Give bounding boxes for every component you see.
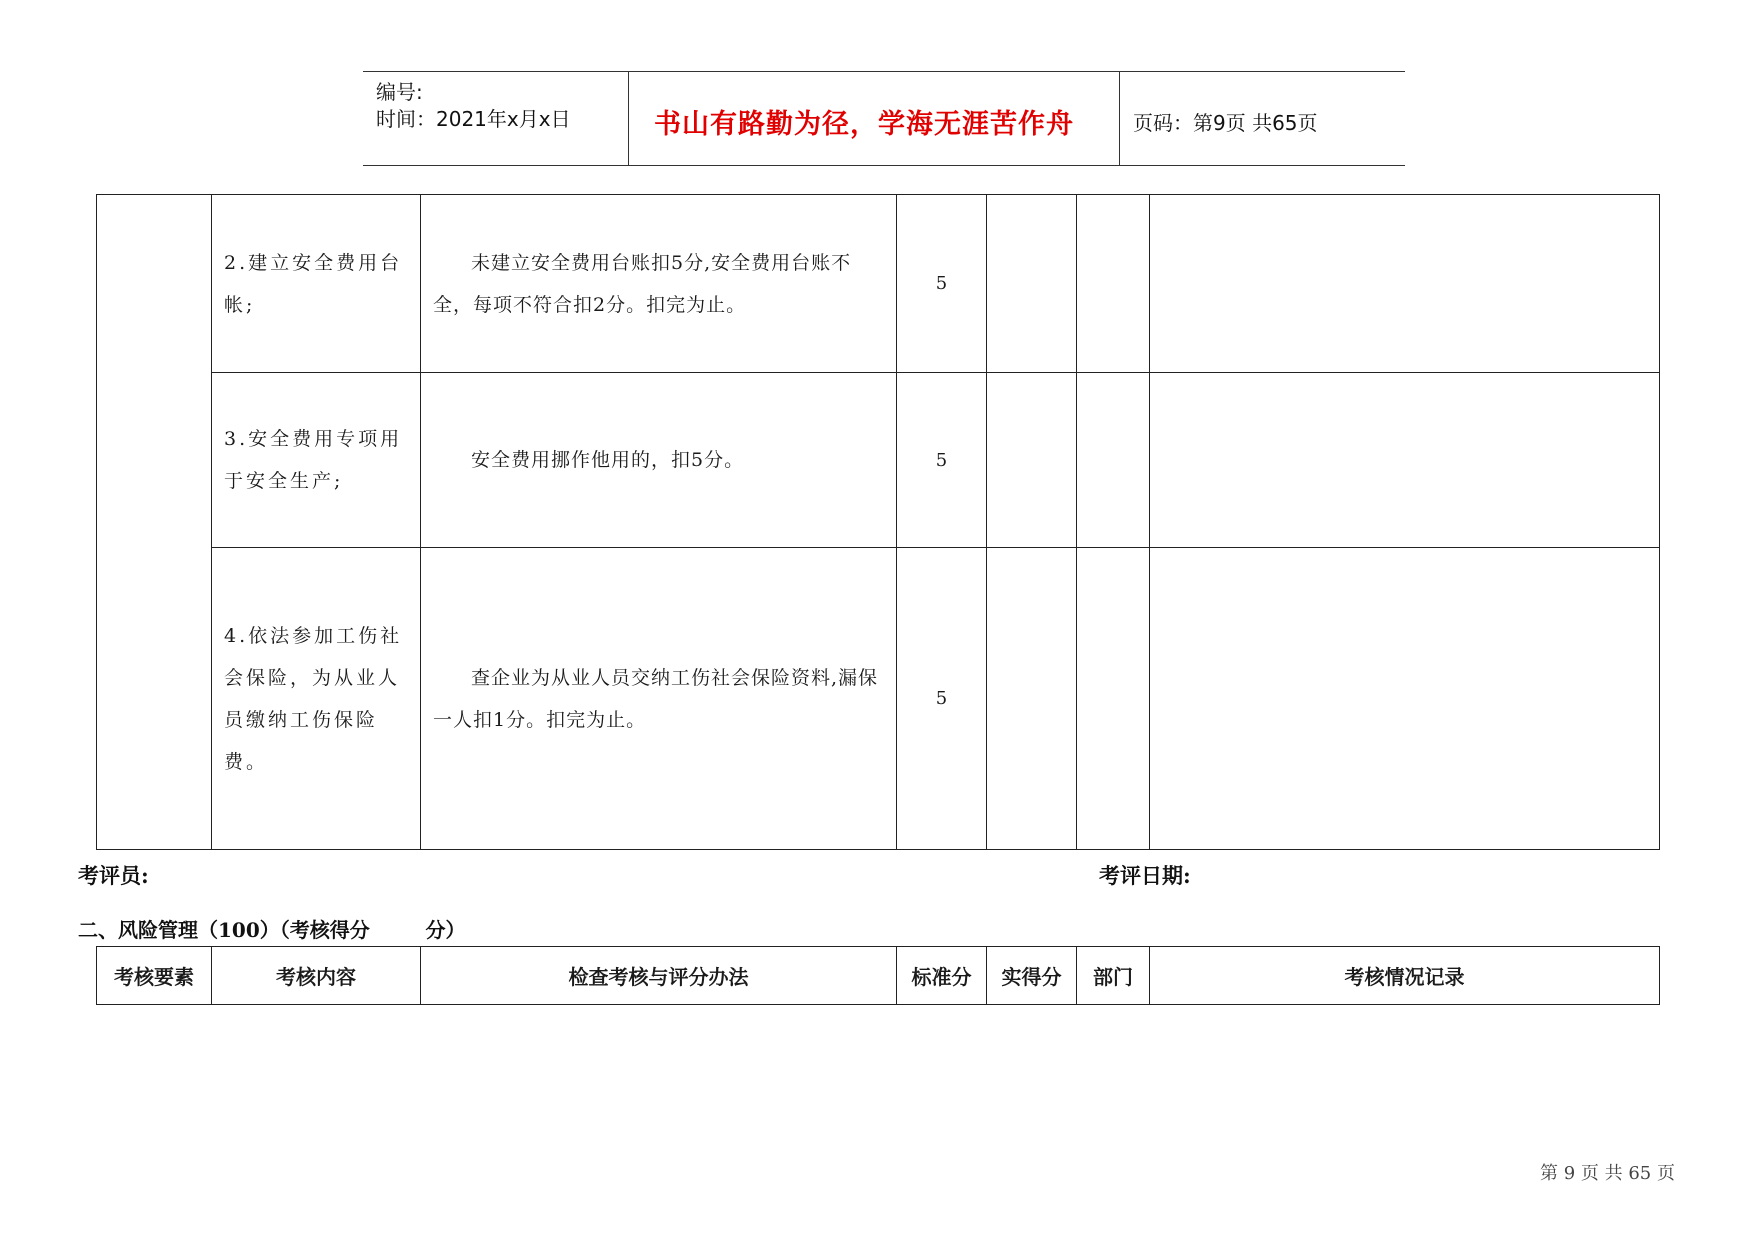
department-cell bbox=[1077, 195, 1150, 373]
table-header-row bbox=[97, 947, 1660, 1005]
header-divider-left bbox=[628, 71, 629, 166]
department-cell bbox=[1077, 548, 1150, 850]
actual-score-cell bbox=[987, 373, 1077, 548]
column-header: 部门 bbox=[1077, 947, 1150, 1005]
assessment-content-cell: 2.建立安全费用台帐; bbox=[212, 195, 421, 373]
header-bottom-rule bbox=[363, 165, 1405, 166]
column-header: 考核内容 bbox=[212, 947, 421, 1005]
assessment-record-cell bbox=[1150, 548, 1660, 850]
actual-score-cell bbox=[987, 548, 1077, 850]
column-header: 考核要素 bbox=[97, 947, 212, 1005]
assessment-content-cell: 3.安全费用专项用于安全生产; bbox=[212, 373, 421, 548]
risk-management-table bbox=[96, 946, 1660, 1005]
column-header: 实得分 bbox=[987, 947, 1077, 1005]
standard-score-cell: 5 bbox=[897, 373, 987, 548]
review-date-label: 考评日期: bbox=[1099, 863, 1191, 888]
standard-score-cell: 5 bbox=[897, 195, 987, 373]
scoring-method-cell: 未建立安全费用台账扣5分,安全费用台账不全，每项不符合扣2分。扣完为止。 bbox=[421, 195, 897, 373]
scoring-method-cell: 查企业为从业人员交纳工伤社会保险资料,漏保一人扣1分。扣完为止。 bbox=[421, 548, 897, 850]
section-title: 二、风险管理（100）（考核得分 分） bbox=[78, 918, 466, 942]
column-header: 检查考核与评分办法 bbox=[421, 947, 897, 1005]
assessment-table-continued bbox=[96, 194, 1660, 850]
assessment-record-cell bbox=[1150, 195, 1660, 373]
header-top-rule bbox=[363, 71, 1405, 72]
header-page-label: 页码：第9页 共65页 bbox=[1133, 111, 1318, 135]
header-motto: 书山有路勤为径，学海无涯苦作舟 bbox=[654, 109, 1074, 140]
assessment-record-cell bbox=[1150, 373, 1660, 548]
standard-score-cell: 5 bbox=[897, 548, 987, 850]
column-header: 标准分 bbox=[897, 947, 987, 1005]
column-header: 考核情况记录 bbox=[1150, 947, 1660, 1005]
document-time-label: 时间：2021年x月x日 bbox=[376, 107, 571, 131]
reviewer-label: 考评员: bbox=[78, 863, 149, 888]
header-divider-right bbox=[1119, 71, 1120, 166]
assessment-content-cell: 4.依法参加工伤社会保险，为从业人员缴纳工伤保险费。 bbox=[212, 548, 421, 850]
department-cell bbox=[1077, 373, 1150, 548]
page-footer: 第 9 页 共 65 页 bbox=[1540, 1163, 1675, 1184]
table-row bbox=[97, 195, 1660, 373]
table-row bbox=[97, 373, 1660, 548]
actual-score-cell bbox=[987, 195, 1077, 373]
document-number-label: 编号: bbox=[376, 80, 423, 104]
table-row bbox=[97, 548, 1660, 850]
assessment-element-cell bbox=[97, 195, 212, 850]
scoring-method-cell: 安全费用挪作他用的，扣5分。 bbox=[421, 373, 897, 548]
